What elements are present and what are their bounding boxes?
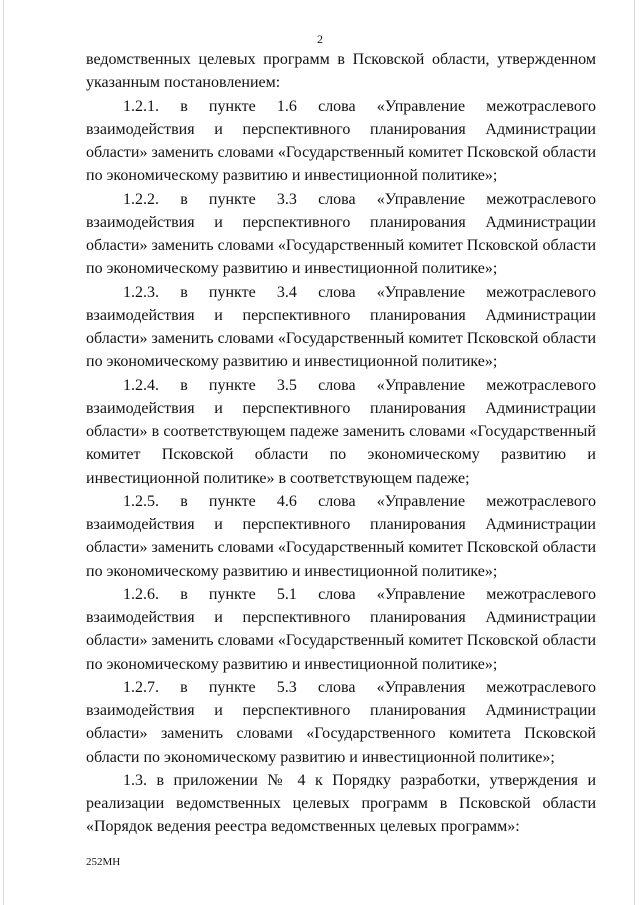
page-number: 2 <box>317 32 323 46</box>
paragraph-1-2-3: 1.2.3. в пункте 3.4 слова «Управление межотраслевого взаимодействия и перспективного планирования Администрации области» заменить словами «Государственный комитет Псковской области по экономическому развитию и инвестиционной политике»; <box>86 283 596 371</box>
paragraph-1-2-5: 1.2.5. в пункте 4.6 слова «Управление межотраслевого взаимодействия и перспективного планирования Администрации области» заменить словами «Государственный комитет Псковской области по экономическому развитию и инвестиционной политике»; <box>86 492 596 580</box>
document-body <box>86 48 596 839</box>
paragraph-1-2-6: 1.2.6. в пункте 5.1 слова «Управление межотраслевого взаимодействия и перспективного планирования Администрации области» заменить словами «Государственный комитет Псковской области по экономическому развитию и инвестиционной политике»; <box>86 585 596 673</box>
paragraph-1-2-4: 1.2.4. в пункте 3.5 слова «Управление межотраслевого взаимодействия и перспективного планирования Администрации области» в соответствующем падеже заменить словами «Государственный комитет Псковской области по экономическому развитию и инвестиционной политике» в соответствующем падеже; <box>86 376 596 487</box>
paragraph-1-2-2: 1.2.2. в пункте 3.3 слова «Управление межотраслевого взаимодействия и перспективного планирования Администрации области» заменить словами «Государственный комитет Псковской области по экономическому развитию и инвестиционной политике»; <box>86 190 596 278</box>
paragraph-continuation: ведомственных целевых программ в Псковской области, утвержденном указанным постановлением: <box>86 51 596 92</box>
paragraph-1-2-7: 1.2.7. в пункте 5.3 слова «Управления межотраслевого взаимодействия и перспективного планирования Администрации области» заменить словами «Государственного комитета Псковской области по экономическому развитию и инвестиционной политике»; <box>86 678 596 766</box>
scan-edge-left <box>3 0 4 905</box>
scan-edge-right <box>634 0 635 905</box>
paragraph-1-3: 1.3. в приложении № 4 к Порядку разработки, утверждения и реализации ведомственных целевых программ в Псковской области «Порядок ведения реестра ведомственных целевых программ»: <box>86 771 596 836</box>
paragraph-1-2-1: 1.2.1. в пункте 1.6 слова «Управление межотраслевого взаимодействия и перспективного планирования Администрации области» заменить словами «Государственный комитет Псковской области по экономическому развитию и инвестиционной политике»; <box>86 97 596 185</box>
document-code: 252МН <box>86 856 121 868</box>
